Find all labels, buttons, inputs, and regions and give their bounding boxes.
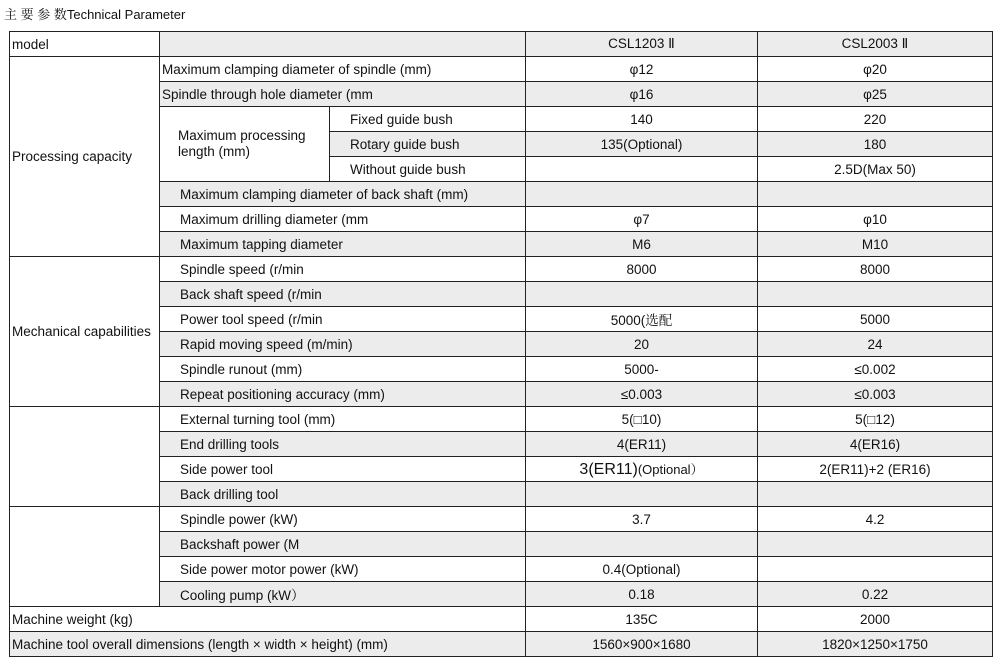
- table-row: Maximum processing length (mm) Fixed guide bush 140 220: [10, 107, 993, 132]
- table-row: Spindle through hole diameter (mm φ16 φ25: [10, 82, 993, 107]
- table-row: Machine tool overall dimensions (length × width × height) (mm) 1560×900×1680 1820×1250×1750: [10, 632, 993, 657]
- table-row: Maximum drilling diameter (mm φ7 φ10: [10, 207, 993, 232]
- table-row: External turning tool (mm) 5(□10) 5(□12): [10, 407, 993, 432]
- table-row: Machine weight (kg) 135C 2000: [10, 607, 993, 632]
- table-row: Spindle power (kW) 3.7 4.2: [10, 507, 993, 532]
- technical-parameter-table: [9, 31, 993, 657]
- table-row: Power tool speed (r/min 5000(选配 5000: [10, 307, 993, 332]
- table-row: End drilling tools 4(ER11) 4(ER16): [10, 432, 993, 457]
- table-row: Processing capacity Maximum clamping diameter of spindle (mm) φ12 φ20: [10, 57, 993, 82]
- table-row: Without guide bush 2.5D(Max 50): [10, 157, 993, 182]
- table-row: Backshaft power (M: [10, 532, 993, 557]
- table-row: Repeat positioning accuracy (mm) ≤0.003 ≤0.003: [10, 382, 993, 407]
- table-row: Spindle runout (mm) 5000- ≤0.002: [10, 357, 993, 382]
- table-row: Mechanical capabilities Spindle speed (r/min 8000 8000: [10, 257, 993, 282]
- group-power-blank: [10, 507, 160, 607]
- page-title: 主 要 参 数Technical Parameter: [4, 7, 186, 22]
- table-header-row: [10, 32, 993, 57]
- table-row: Maximum clamping diameter of back shaft (mm): [10, 182, 993, 207]
- model-label: model: [10, 32, 160, 57]
- table-row: Back drilling tool: [10, 482, 993, 507]
- table-row: Cooling pump (kW） 0.18 0.22: [10, 582, 993, 607]
- group-mechanical-capabilities: Mechanical capabilities: [10, 257, 160, 407]
- table-row: Rotary guide bush 135(Optional) 180: [10, 132, 993, 157]
- group-processing-capacity: Processing capacity: [10, 57, 160, 257]
- model-csl1203: CSL1203 Ⅱ: [526, 32, 758, 57]
- table-row: Rapid moving speed (m/min) 20 24: [10, 332, 993, 357]
- table-row: Side power tool 3(ER11)(Optional） 2(ER11)+2 (ER16): [10, 457, 993, 482]
- group-processing-length: Maximum processing length (mm): [160, 107, 330, 182]
- model-csl2003: CSL2003 Ⅱ: [758, 32, 993, 57]
- table-row: Side power motor power (kW) 0.4(Optional): [10, 557, 993, 582]
- table-row: Back shaft speed (r/min: [10, 282, 993, 307]
- group-tooling-blank: [10, 407, 160, 507]
- table-row: Maximum tapping diameter M6 M10: [10, 232, 993, 257]
